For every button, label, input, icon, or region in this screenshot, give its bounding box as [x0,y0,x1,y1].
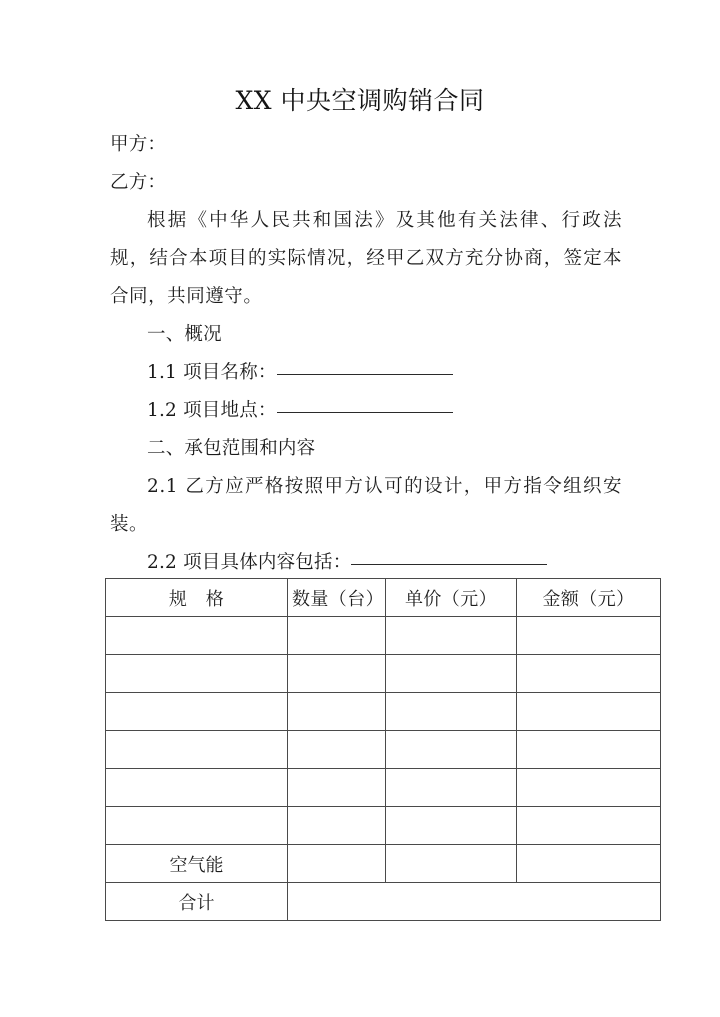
table-cell-spec[interactable] [106,731,288,769]
table-cell-amount[interactable] [517,617,661,655]
table-row [106,731,661,769]
table-row-air-energy [106,845,661,883]
table-cell-qty[interactable] [288,655,386,693]
page-title: XX 中央空调购销合同 [235,86,485,115]
specification-table [105,578,661,921]
table-cell-qty[interactable] [288,731,386,769]
field-project-location-label: 1.2 项目地点： [147,400,277,421]
table-cell-amount[interactable] [517,807,661,845]
field-project-location [110,392,622,430]
field-project-contents-input[interactable] [351,563,547,565]
table-cell-price[interactable] [386,845,517,883]
table-header-amount: 金额（元） [517,579,661,617]
table-row [106,693,661,731]
table-cell-price[interactable] [386,655,517,693]
field-project-contents [110,544,622,582]
table-cell-price[interactable] [386,731,517,769]
table-row-total [106,883,661,921]
table-header-spec: 规 格 [106,579,288,617]
table-cell-amount[interactable] [517,655,661,693]
table-row [106,769,661,807]
party-b-label: 乙方： [110,172,167,193]
table-cell-spec-air-energy: 空气能 [106,845,288,883]
preamble-paragraph: 根据《中华人民共和国法》及其他有关法律、行政法规，结合本项目的实际情况，经甲乙双方充分协商，签定本合同，共同遵守。 [110,210,622,307]
table-cell-spec[interactable] [106,693,288,731]
table-cell-amount[interactable] [517,693,661,731]
table-cell-amount[interactable] [517,769,661,807]
table-cell-qty[interactable] [288,617,386,655]
table-cell-price[interactable] [386,617,517,655]
table-cell-qty[interactable] [288,769,386,807]
table-cell-total-label: 合计 [106,883,288,921]
field-project-name-input[interactable] [277,373,453,375]
table-cell-spec[interactable] [106,617,288,655]
table-cell-qty[interactable] [288,807,386,845]
table-cell-price[interactable] [386,693,517,731]
field-project-location-input[interactable] [277,411,453,413]
table-cell-amount[interactable] [517,731,661,769]
table-cell-amount[interactable] [517,845,661,883]
table-header-price: 单价（元） [386,579,517,617]
table-row [106,807,661,845]
table-cell-spec[interactable] [106,807,288,845]
party-a-label: 甲方： [110,134,167,155]
field-project-name [110,354,622,392]
document-body [110,126,622,582]
table-cell-total-value[interactable] [288,883,661,921]
clause-2-1: 2.1 乙方应严格按照甲方认可的设计，甲方指令组织安装。 [110,476,622,535]
section-heading-2: 二、承包范围和内容 [147,438,316,459]
table-row [106,655,661,693]
table-header-qty: 数量（台） [288,579,386,617]
table-cell-price[interactable] [386,769,517,807]
table-cell-spec[interactable] [106,655,288,693]
table-cell-spec[interactable] [106,769,288,807]
table-row [106,617,661,655]
table-cell-price[interactable] [386,807,517,845]
field-project-name-label: 1.1 项目名称： [147,362,277,383]
table-cell-qty[interactable] [288,845,386,883]
table-cell-qty[interactable] [288,693,386,731]
field-project-contents-label: 2.2 项目具体内容包括： [147,552,352,573]
table-header-row [106,579,661,617]
section-heading-1: 一、概况 [147,324,222,345]
